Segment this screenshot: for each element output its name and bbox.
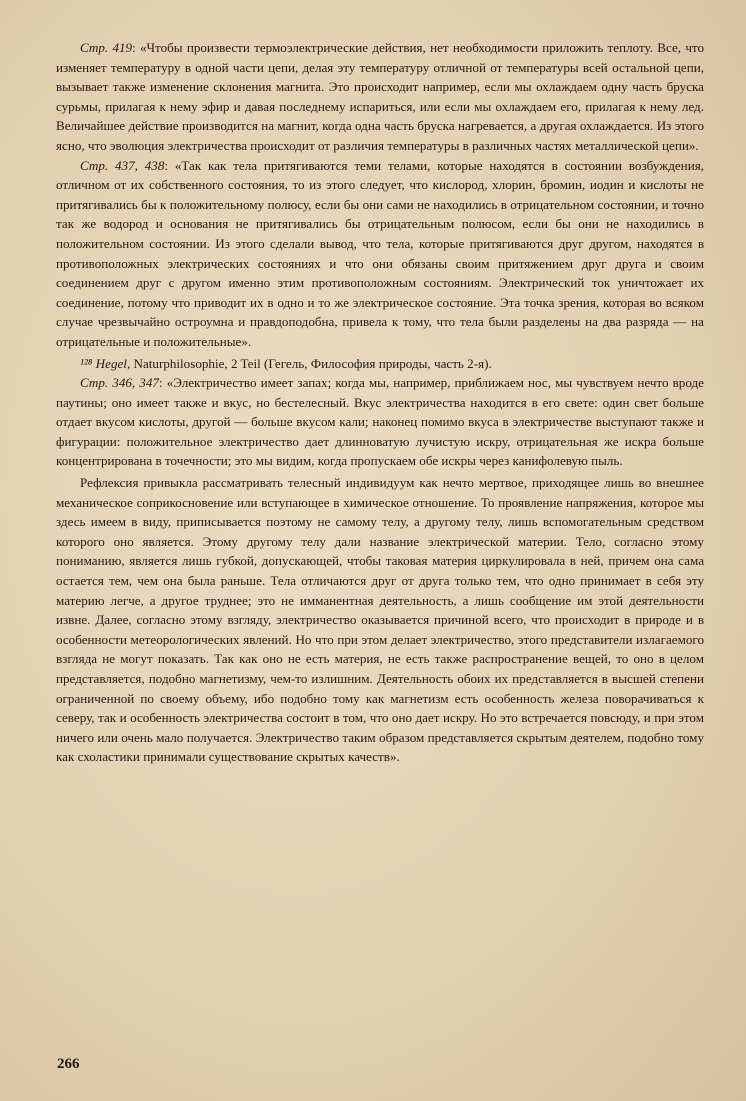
page-reference: Стр. 437, 438 bbox=[80, 157, 165, 173]
paragraph-page-346 bbox=[56, 373, 704, 471]
page-body-text bbox=[56, 38, 704, 767]
paragraph-text: : «Электричество имеет запах; когда мы, например, приближаем нос, мы чувствуем нечто вроде паутины; оно имеет также и вкус, но бестелесный. Вкус электричества находится в его свете: один свет больше отдает вкусом кислоты, другой — больше вкусом кали; наконец помимо вкуса в электричестве выступают также и фигурации: положительное электричество дает длинноватую лучистую искру, отрицательная же искра больше концентрирована в точечности; это мы видим, когда пропускаем обе искры через канифолевую пыль. bbox=[56, 375, 704, 469]
footnote-reference: ¹²⁸ Hegel bbox=[80, 355, 127, 371]
paragraph-reflexion bbox=[56, 473, 704, 767]
paragraph-text: Рефлексия привыкла рассматривать телесный индивидуум как нечто мертвое, приходящее лишь во внешнее механическое соприкосновение или вступающее в химическое отношение. То проявление напряжения, которое мы здесь имеем в виду, приписывается поэтому не самому телу, а другому телу, лишь вспомогательным средством которого оно является. Этому другому телу дали название электрической материи. Тело, согласно этому пониманию, является лишь губкой, допускающей, чтобы таковая материя циркулировала в ней, причем она сама остается тем, чем она была раньше. Тела отличаются друг от друга только тем, что одно принимает в себя эту материю легче, а другое труднее; это не имманентная деятельность, а лишь сообщение им этой деятельности извне. Далее, согласно этому взгляду, электричество оказывается причиной всего, что происходит в природе и в особенности метеорологических явлений. Но что при этом делает электричество, этого представители излагаемого взгляда не могут показать. Так как оно не есть материя, не есть также распространение вещей, то оно в целом представляется, подобно магнетизму, чем-то излишним. Деятельность обоих их представляется в высшей степени ограниченной по своему объему, ибо подобно тому как магнетизм есть особенность железа поворачиваться к северу, так и особенность электричества состоит в том, что оно дает искру. Но это встречается повсюду, и при этом ничего или очень мало получается. Электричество таким образом представляется скрытым деятелем, подобно тому как схоластики принимали существование скрытых качеств». bbox=[56, 475, 704, 765]
paragraph-text: : «Чтобы произвести термоэлектрические действия, нет необходимости приложить теплоту. Все, что изменяет температуру в одной части цепи, делая эту температуру отличной от температуры всей остальной цепи, вызывает также изменение склонения магнита. Это происходит например, если мы охлаждаем одну часть бруска сурьмы, прилагая к нему эфир и давая последнему испариться, или если мы охлаждаем его, прилагая к нему лед. Величайшее действие производится на магнит, когда одна часть бруска нагревается, а другая охлаждается. Из этого ясно, что эволюция электричества происходит от различия температуры в различных частях металлической цепи». bbox=[56, 40, 705, 153]
page-number: 266 bbox=[57, 1056, 80, 1072]
footnote-128 bbox=[56, 354, 704, 374]
paragraph-page-437 bbox=[56, 156, 704, 352]
paragraph-text: : «Так как тела притягиваются теми телами, которые находятся в состоянии возбуждения, отличном от их собственного состояния, то из этого следует, что кислород, хлорин, бромин, иодин и кислоты не притягивались бы к положительному полюсу, если бы они сами не находились в отрицательном состоянии, и точно так же водород и основания не притягивались бы отрицательным полюсом, если бы они не находились в положительном состоянии. Из этого сделали вывод, что тела, которые притягиваются друг другом, находятся в противоположных электрических состояниях и что они обязаны своим притяжением друг друга и своим соединением друг с другом именно этим противоположным состояниям. Электрический ток уничтожает их соединение, потому что приводит их в одно и то же электрическое состояние. Эта точка зрения, которая во всяком случае чрезвычайно остроумна и правдоподобна, привела к тому, что тела были разделены на два разряда — на отрицательные и положительные». bbox=[56, 157, 704, 349]
footnote-text: , Naturphilosophie, 2 Teil (Гегель, Философия природы, часть 2-я). bbox=[126, 355, 492, 371]
page-reference: Стр. 419 bbox=[80, 40, 133, 55]
page-reference: Стр. 346, 347 bbox=[80, 375, 159, 391]
paragraph-page-419 bbox=[56, 38, 704, 156]
